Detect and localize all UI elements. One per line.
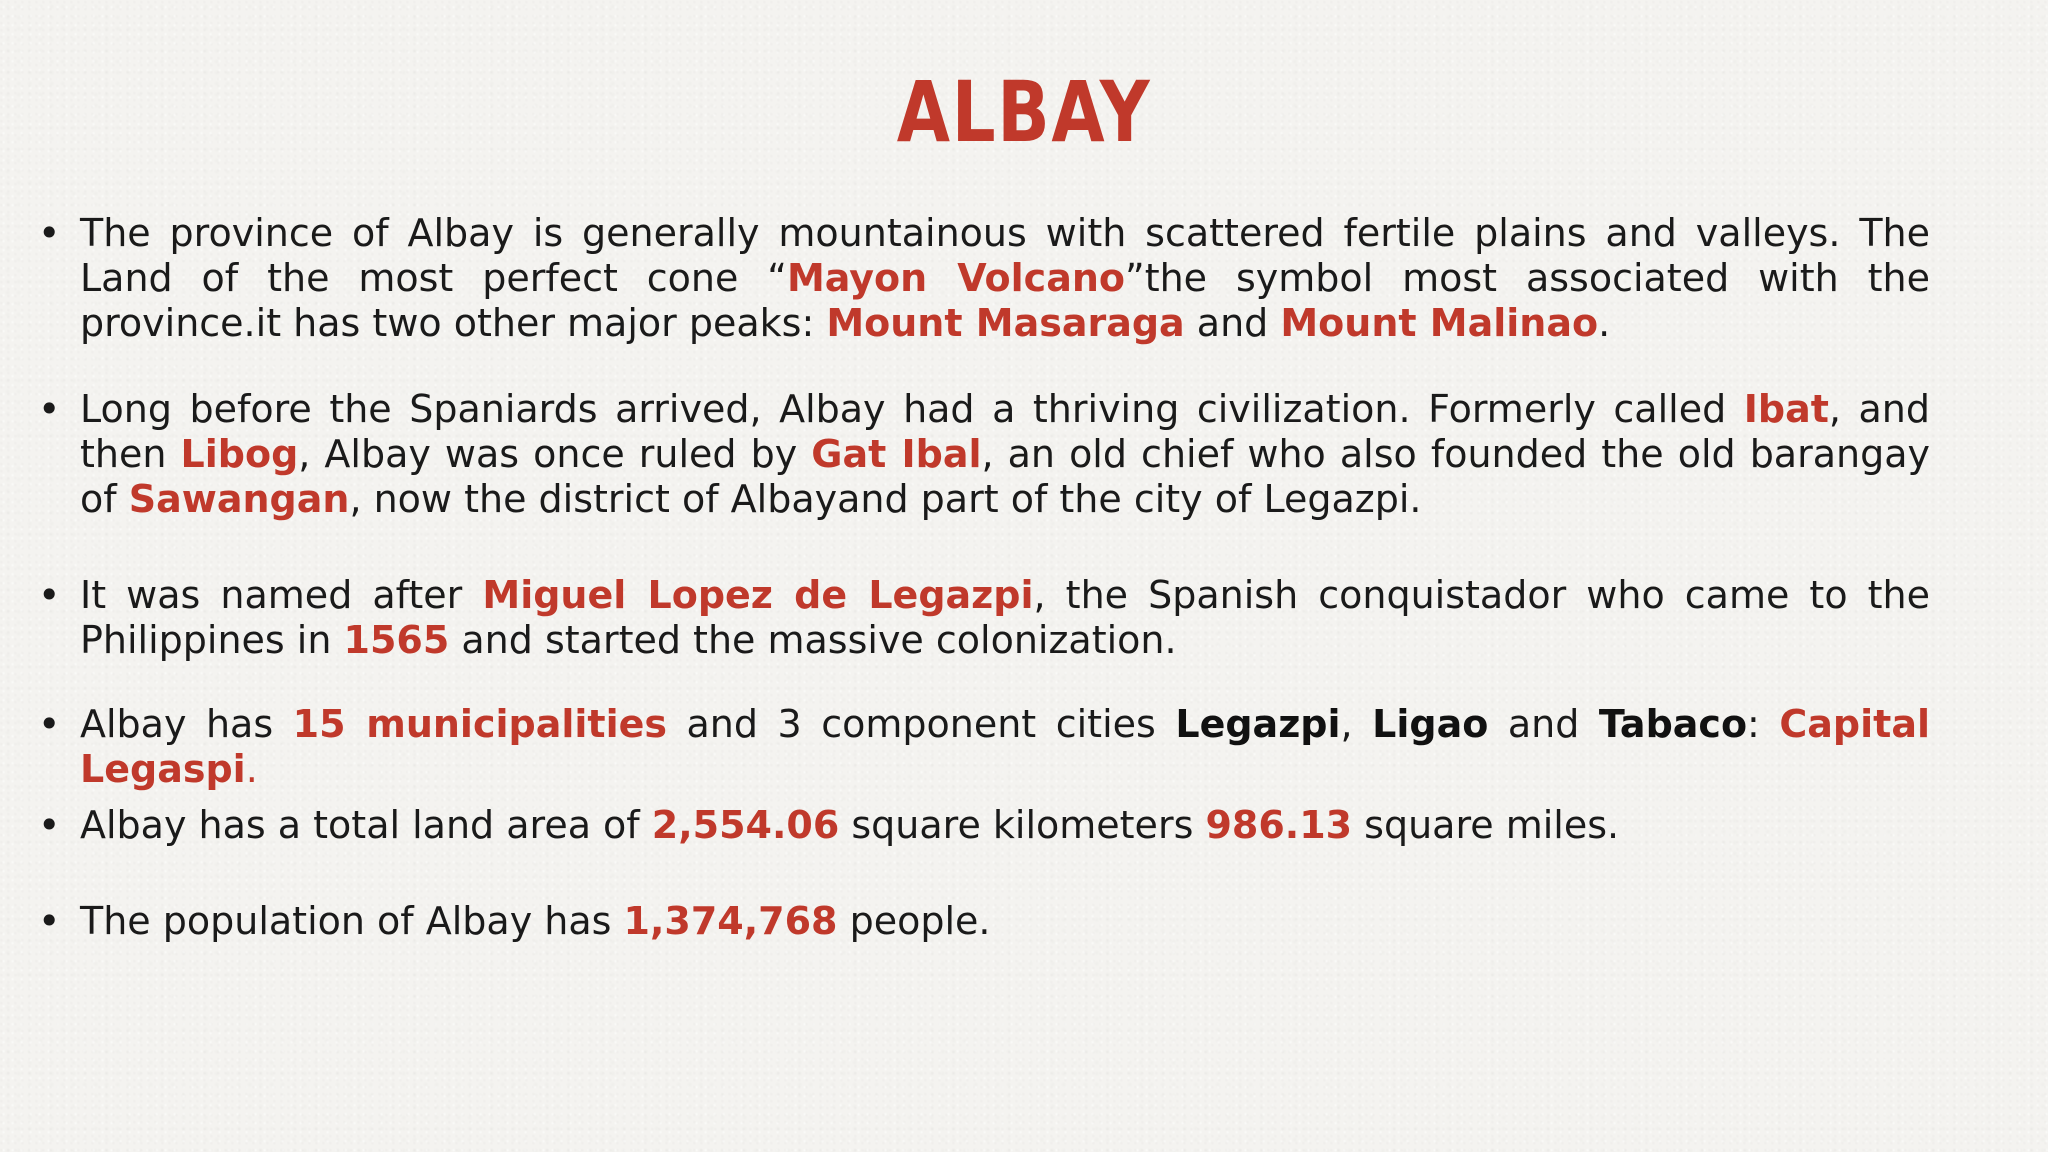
highlight-square-kilometers: 2,554.06 <box>651 803 840 847</box>
bullet-segment: ”the symbol most associated with the province.it has two other major peaks: <box>80 256 1930 345</box>
highlight-population: 1,374,768 <box>623 899 838 943</box>
bullet-dot: • <box>38 573 61 617</box>
bullet-segment: , an old chief who also founded the old barangay of <box>80 432 1930 521</box>
highlight-miguel-lopez-de-legazpi: Miguel Lopez de Legazpi <box>482 573 1034 617</box>
bullet-segment: and started the massive colonization. <box>449 618 1177 662</box>
bullet-segment: and <box>1184 301 1281 345</box>
bullet-segment: It was named after <box>80 573 483 617</box>
bullet-naming <box>38 573 1934 663</box>
bullet-text <box>80 387 1930 522</box>
bullet-segment: square miles. <box>1352 803 1620 847</box>
bullet-dot: • <box>38 702 61 746</box>
bullet-text <box>80 573 1930 663</box>
bullet-segment: , now the district of Albayand part of the city of Legazpi. <box>349 477 1422 521</box>
city-tabaco: Tabaco <box>1598 702 1748 746</box>
bullet-text <box>80 899 1930 944</box>
highlight-1565: 1565 <box>343 618 450 662</box>
bullet-dot: • <box>38 803 61 847</box>
bullet-segment: , and then <box>80 387 1930 476</box>
bullet-segment: : <box>1747 702 1780 746</box>
bullet-segment: square kilometers <box>839 803 1206 847</box>
highlight-15-municipalities: 15 municipalities <box>292 702 667 746</box>
bullet-text <box>80 803 1930 848</box>
bullet-dot: • <box>38 387 61 431</box>
bullet-segment: , the Spanish conquistador who came to the Philippines in <box>80 573 1931 662</box>
bullet-geography <box>38 211 1934 346</box>
bullet-segment: The province of Albay is generally mountainous with scattered fertile plains and valleys. The Land of the most perfect cone “ <box>80 211 1930 300</box>
slide-title: ALBAY <box>896 63 1152 161</box>
highlight-gat-ibal: Gat Ibal <box>811 432 982 476</box>
city-ligao: Ligao <box>1372 702 1489 746</box>
bullet-history <box>38 387 1934 522</box>
bullet-segment: . <box>245 747 258 791</box>
bullet-segment: The population of Albay has <box>80 899 624 943</box>
bullet-segment: . <box>1598 301 1611 345</box>
bullet-dot: • <box>38 899 61 943</box>
bullet-land-area <box>38 803 1934 848</box>
bullet-segment: , Albay was once ruled by <box>298 432 812 476</box>
bullet-segment: people. <box>837 899 991 943</box>
bullet-segment: and <box>1488 702 1599 746</box>
bullet-text <box>80 702 1930 792</box>
highlight-capital-legaspi: Capital Legaspi <box>80 702 1930 791</box>
city-legazpi: Legazpi <box>1175 702 1341 746</box>
highlight-libog: Libog <box>180 432 299 476</box>
bullet-dot: • <box>38 211 61 255</box>
highlight-sawangan: Sawangan <box>128 477 350 521</box>
highlight-ibat: Ibat <box>1743 387 1829 431</box>
bullet-segment: , <box>1340 702 1373 746</box>
highlight-mount-malinao: Mount Malinao <box>1280 301 1599 345</box>
highlight-square-miles: 986.13 <box>1205 803 1353 847</box>
bullet-municipalities <box>38 702 1934 792</box>
bullet-population <box>38 899 1934 944</box>
bullet-segment: and 3 component cities <box>666 702 1176 746</box>
bullet-segment: Albay has <box>80 702 293 746</box>
bullet-text <box>80 211 1930 346</box>
highlight-mount-masaraga: Mount Masaraga <box>826 301 1185 345</box>
highlight-mayon-volcano: Mayon Volcano <box>786 256 1126 300</box>
bullet-segment: Albay has a total land area of <box>80 803 652 847</box>
bullet-segment: Long before the Spaniards arrived, Albay had a thriving civilization. Formerly called <box>80 387 1744 431</box>
